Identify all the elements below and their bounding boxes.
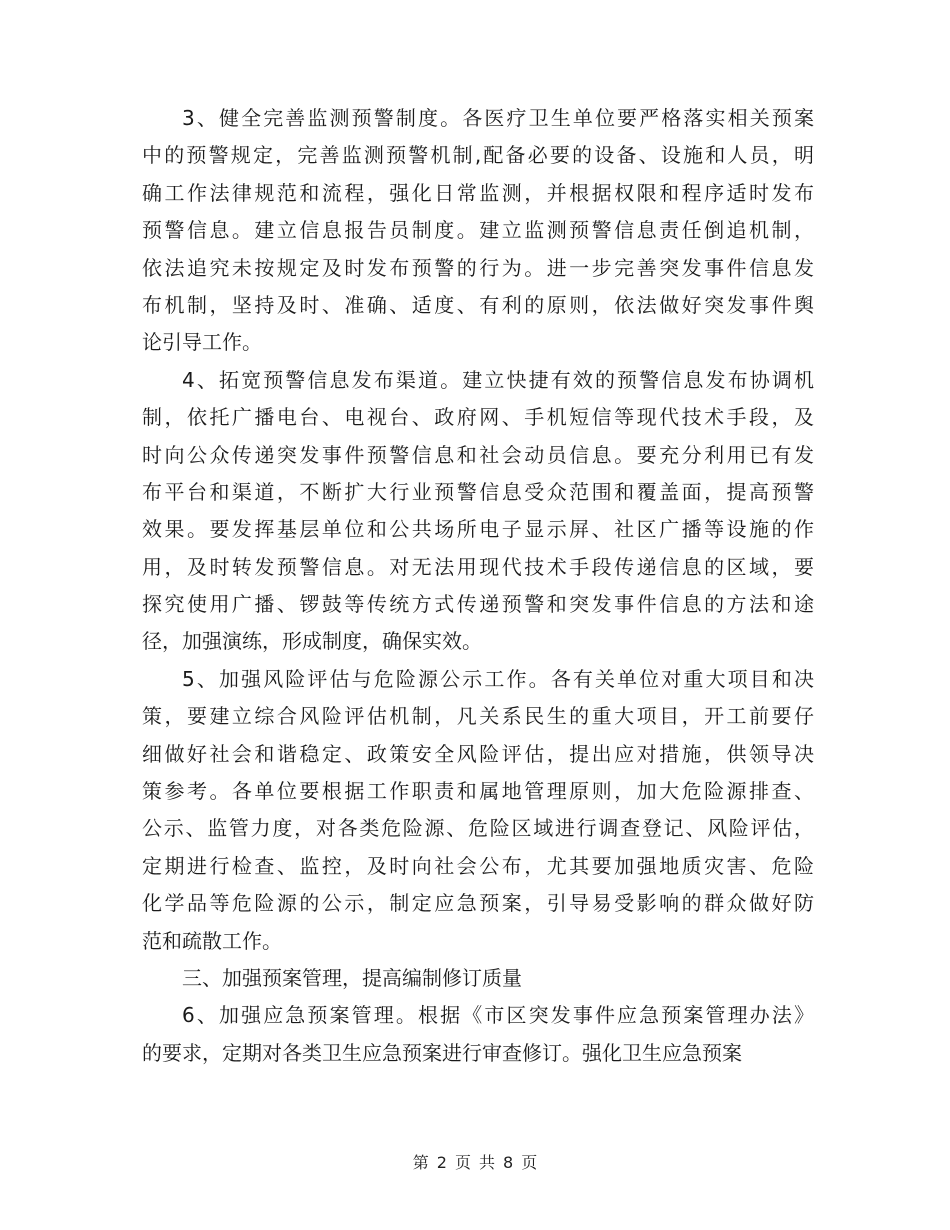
text-line: 3、健全完善监测预警制度。各医疗卫生单位要严格落实相关预案 xyxy=(182,106,814,130)
page-prefix: 第 xyxy=(412,1153,429,1172)
text-line: 径，加强演练，形成制度，确保实效。 xyxy=(142,629,482,654)
text-line: 用，及时转发预警信息。对无法用现代技术手段传递信息的区域，要 xyxy=(142,554,814,579)
page-footer xyxy=(0,1153,950,1173)
text-line: 4、拓宽预警信息发布渠道。建立快捷有效的预警信息发布协调机 xyxy=(182,367,814,392)
text-line: 时向公众传递突发事件预警信息和社会动员信息。要充分利用已有发 xyxy=(142,442,814,467)
page-unit: 页 xyxy=(454,1153,471,1172)
total-unit: 页 xyxy=(521,1153,538,1172)
text-line: 效果。要发挥基层单位和公共场所电子显示屏、社区广播等设施的作 xyxy=(142,517,814,542)
text-line: 策，要建立综合风险评估机制，凡关系民生的重大项目，开工前要仔 xyxy=(142,704,814,729)
text-line: 依法追究未按规定及时发布预警的行为。进一步完善突发事件信息发 xyxy=(142,255,814,280)
para-item-4 xyxy=(142,362,814,661)
text-line: 化学品等危险源的公示，制定应急预案，引导易受影响的群众做好防 xyxy=(142,891,814,916)
text-line: 中的预警规定，完善监测预警机制,配备必要的设备、设施和人员，明 xyxy=(142,143,814,168)
para-item-5 xyxy=(142,661,814,960)
text-line: 探究使用广播、锣鼓等传统方式传递预警和突发事件信息的方法和途 xyxy=(142,592,814,617)
text-line: 布机制，坚持及时、准确、适度、有利的原则，依法做好突发事件舆 xyxy=(142,292,814,317)
text-line: 5、加强风险评估与危险源公示工作。各有关单位对重大项目和决 xyxy=(182,666,814,691)
text-line: 预警信息。建立信息报告员制度。建立监测预警信息责任倒追机制， xyxy=(142,218,814,243)
text-line: 范和疏散工作。 xyxy=(142,928,282,953)
text-line: 布平台和渠道，不断扩大行业预警信息受众范围和覆盖面，提高预警 xyxy=(142,479,814,504)
text-line: 细做好社会和谐稳定、政策安全风险评估，提出应对措施，供领导决 xyxy=(142,741,814,766)
document-body xyxy=(142,100,814,1072)
text-line: 6、加强应急预案管理。根据《市区突发事件应急预案管理办法》 xyxy=(182,1003,814,1028)
section-heading-3 xyxy=(142,960,814,997)
total-pages: 8 xyxy=(503,1153,514,1172)
text-line: 策参考。各单位要根据工作职责和属地管理原则，加大危险源排查、 xyxy=(142,779,814,804)
para-item-6 xyxy=(142,997,814,1072)
para-item-3 xyxy=(142,100,814,362)
text-line: 确工作法律规范和流程，强化日常监测，并根据权限和程序适时发布 xyxy=(142,180,814,205)
text-line: 定期进行检查、监控，及时向社会公布，尤其要加强地质灾害、危险 xyxy=(142,853,814,878)
text-line: 公示、监管力度，对各类危险源、危险区域进行调查登记、风险评估， xyxy=(142,816,814,841)
total-prefix: 共 xyxy=(479,1153,496,1172)
text-line: 论引导工作。 xyxy=(142,330,262,355)
text-line: 三、加强预案管理，提高编制修订质量 xyxy=(182,965,522,990)
page-number: 2 xyxy=(436,1153,447,1172)
text-line: 制，依托广播电台、电视台、政府网、手机短信等现代技术手段，及 xyxy=(142,405,814,430)
text-line: 的要求，定期对各类卫生应急预案进行审查修订。强化卫生应急预案 xyxy=(142,1040,742,1065)
